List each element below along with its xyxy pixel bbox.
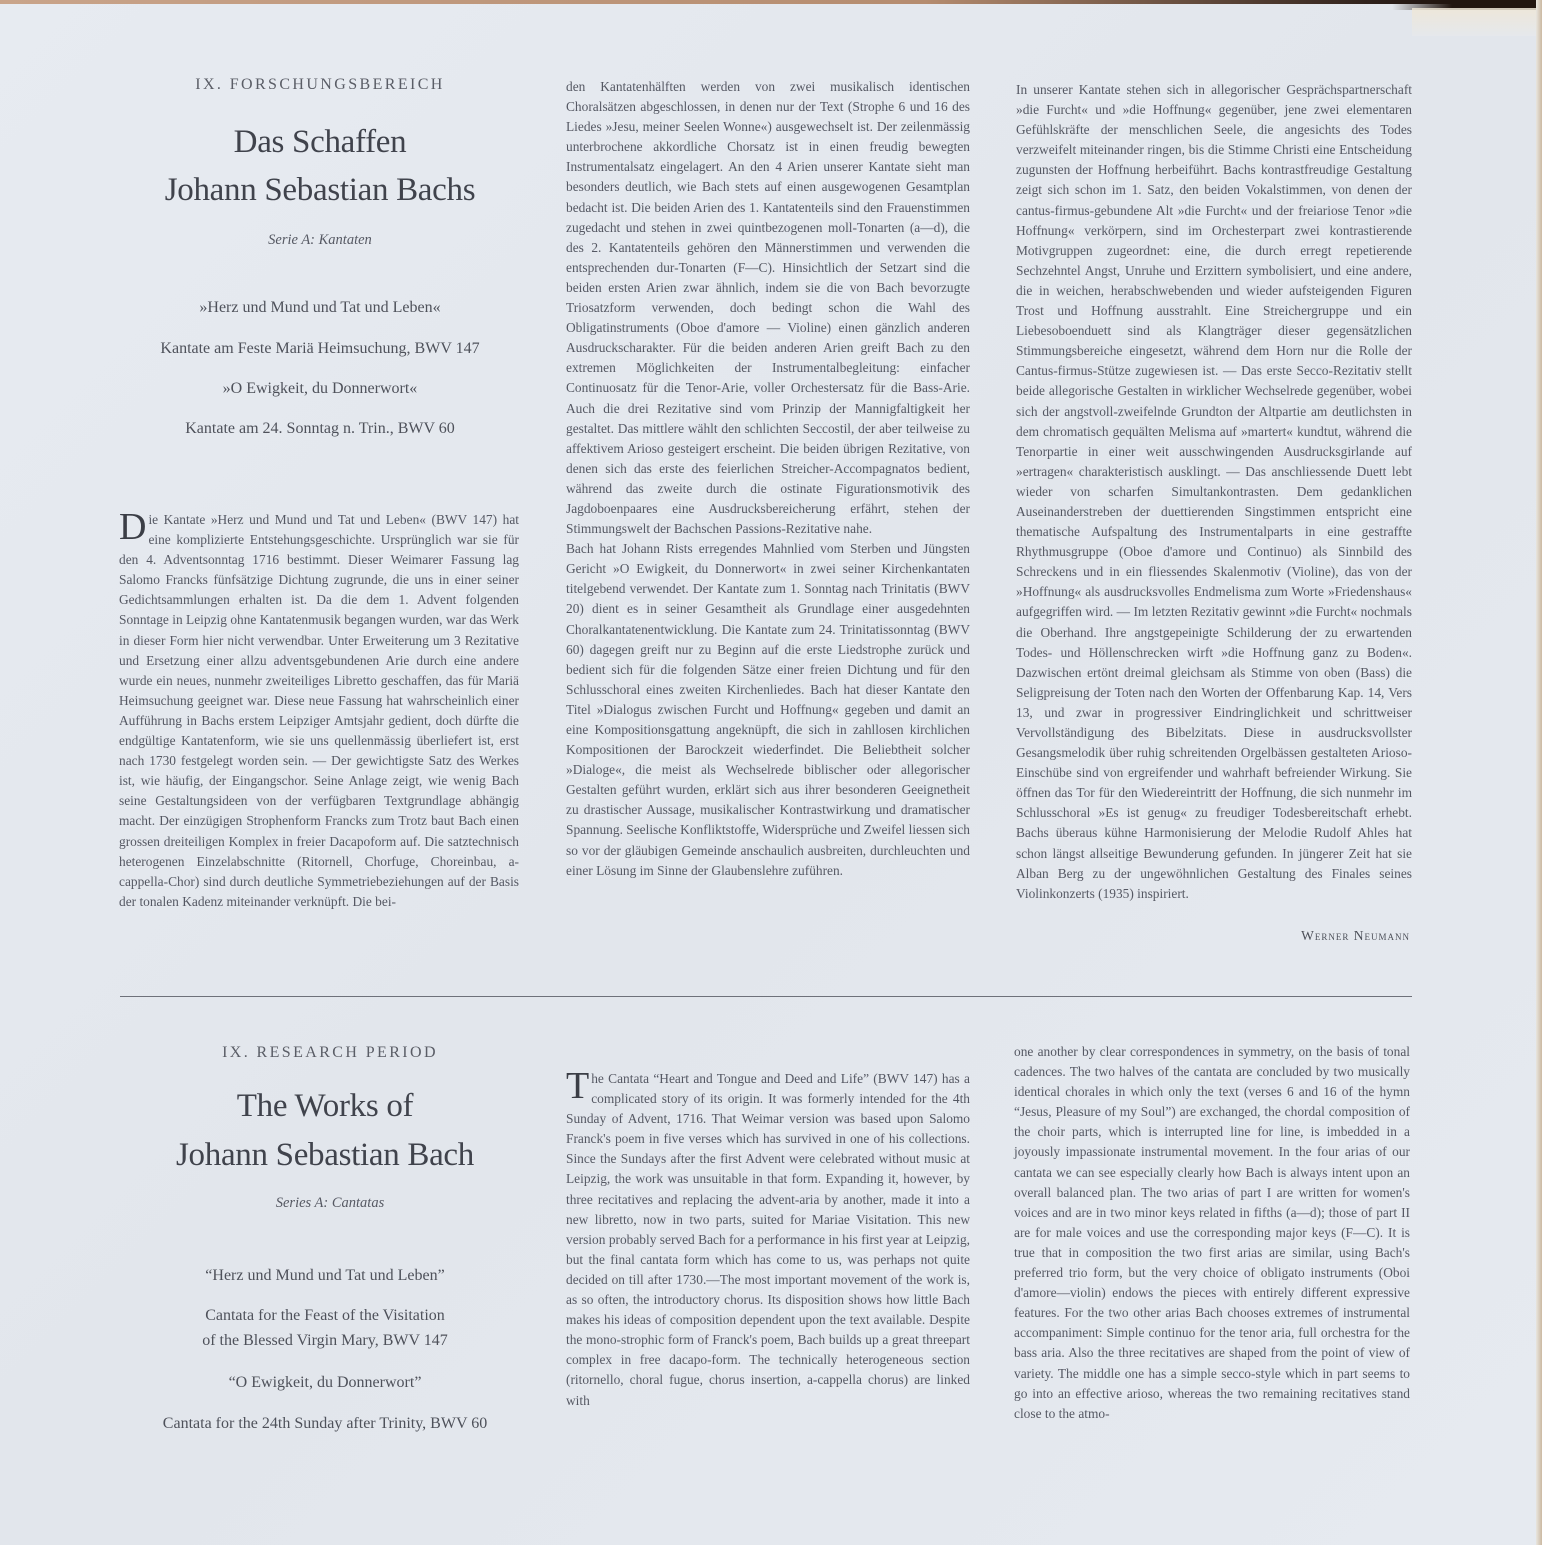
english-work-desc-bwv147-line1: Cantata for the Feast of the Visitation bbox=[205, 1307, 445, 1324]
german-work-title-bwv60: »O Ewigkeit, du Donnerwort« bbox=[222, 380, 418, 397]
author-signature: Werner Neumann bbox=[1301, 928, 1410, 943]
sleeve-top-edge bbox=[0, 0, 1542, 4]
german-series-subtitle: Serie A: Kantaten bbox=[268, 232, 372, 248]
english-section-kicker: IX. RESEARCH PERIOD bbox=[222, 1044, 438, 1061]
english-title-line1: The Works of bbox=[236, 1088, 414, 1124]
english-series-subtitle: Series A: Cantatas bbox=[275, 1195, 385, 1211]
german-section-kicker: IX. FORSCHUNGSBEREICH bbox=[195, 76, 445, 93]
english-column-2 bbox=[566, 1065, 970, 1411]
german-column-3 bbox=[1016, 80, 1412, 904]
english-column-3 bbox=[1014, 1042, 1410, 1424]
german-col2-paragraph-1: den Kantatenhälften werden von zwei musikalisch identischen Choralsätzen abgeschlossen, in denen nur der Text (Strophe 6 und 16 des Liedes »Jesu, meiner Seelen Wonne«) ausgewechselt ist. Der zeilenmässig unterbrochene akkordliche Chorsatz ist in einen freudig bewegten Instrumentalsatz eingelagert. An den 4 Arien unserer Kantate sieht man besonders deutlich, wie Bach stets auf einen ausgewogenen Gesamtplan bedacht ist. Die beiden Arien des 1. Kantatenteils sind den Frauenstimmen zugedacht und stehen in zwei quintbezogenen moll-Tonarten (a—d), die des 2. Kantatenteils gehören den Männerstimmen und verwenden die entsprechenden dur-Tonarten (F—C). Hinsichtlich der Setzart sind die beiden ersten Arien zwar ähnlich, indem sie die von Bach bevorzugte Triosatzform verwenden, doch bedingt schon die Wahl des Obligatinstruments (Oboe d'amore — Violine) einen gänzlich anderen Ausdruckscharakter. Für die beiden anderen Arien greift Bach zu den extremen Möglichkeiten der Instrumentalbegleitung: einfacher Continuosatz für die Tenor-Arie, voller Orchestersatz für die Bass-Arie. Auch die drei Rezitative sind vom Prinzip der Mannigfaltigkeit her gestaltet. Das mittlere wählt den schlichten Seccostil, der aber teilweise zu affektivem Arioso gesteigert erscheint. Die beiden übrigen Rezitative, von denen sich das erste des feierlichen Streicher-Accompagnatos bedient, während das zweite durch die ostinate Figurationsmotivik des Jagdoboenpaares eine Ausdrucksbereicherung erfährt, stehen der Stimmungswelt der Bachschen Passions-Rezitative nahe. bbox=[566, 79, 970, 537]
german-dropcap: D bbox=[119, 506, 147, 548]
section-divider bbox=[120, 996, 1412, 997]
sleeve-fold bbox=[1412, 8, 1542, 36]
german-column-1 bbox=[119, 506, 519, 912]
german-title-line2: Johann Sebastian Bachs bbox=[164, 172, 476, 208]
english-dropcap: T bbox=[566, 1065, 590, 1107]
german-col2-paragraph-2: Bach hat Johann Rists erregendes Mahnlied vom Sterben und Jüngsten Gericht »O Ewigkeit, du Donnerwort« in zwei seiner Kirchenkantaten titelgebend verwendet. Der Kantate zum 1. Sonntag nach Trinitatis (BWV 20) dient es in seiner Gesamtheit als Grundlage einer ausgedehnten Choralkantatenentwicklung. Die Kantate zum 24. Trinitatissonntag (BWV 60) dagegen greift nur zu Beginn auf die erste Liedstrophe zurück und bedient sich für die folgenden Sätze einer freien Dichtung und für den Schlusschoral eines zweiten Kirchenliedes. Bach hat dieser Kantate den Titel »Dialogus zwischen Furcht und Hoffnung« gegeben und damit an eine Kompositionsgattung angeknüpft, die sich in zahllosen kirchlichen Kompositionen der Barockzeit wiederfindet. Die Beliebtheit solcher »Dialoge«, die meist als Wechselrede biblischer oder allegorischer Gestalten geführt wurden, erklärt sich aus ihrer besonderen Geeignetheit zu drastischer Aussage, musikalischer Kontrastwirkung und dramatischer Spannung. Seelische Konfliktstoffe, Widersprüche und Zweifel liessen sich so vor der gläubigen Gemeinde anschaulich ausbreiten, durchleuchten und einer Lösung im Sinne der Glaubenslehre zuführen. bbox=[566, 541, 970, 878]
english-title-line2: Johann Sebastian Bach bbox=[176, 1137, 474, 1173]
german-col3-text: In unserer Kantate stehen sich in allegorischer Gesprächspartnerschaft »die Furcht« und »die Hoffnung« gegenüber, jene zwei elementaren Gefühlskräfte der menschlichen Seele, die angesichts des Todes verzweifelt miteinander ringen, bis die Stimme Christi eine Entscheidung zugunsten der Hoffnung herbeiführt. Bachs kontrastfreudige Gestaltung zeigt sich schon im 1. Satz, den beiden Vokalstimmen, von denen der cantus-firmus-gebundene Alt »die Furcht« und der freiariose Tenor »die Hoffnung« verkörpern, sind im Orchesterpart zwei kontrastierende Motivgruppen zugeordnet: eine, die durch erregt repetierende Sechzehntel Angst, Unruhe und Erzittern symbolisiert, und eine andere, die in weichen, herabschwebenden und wieder aufsteigenden Figuren Trost und Hoffnung ausstrahlt. Eine Streichergruppe und ein Liebesoboenduett sind als Klangträger dieser gegensätzlichen Stimmungsbereiche eingesetzt, während dem Horn nur die Rolle der Cantus-firmus-Stütze zugewiesen ist. — Das erste Secco-Rezitativ stellt beide allegorische Gestalten in wirklicher Wechselrede gegenüber, wobei sich der angstvoll-zweifelnde Grundton der Altpartie am deutlichsten in dem chromatisch gequälten Melisma auf »martert« kundtut, während die Tenorpartie in einer weit ausschwingenden Ausdrucksgirlande auf »ertragen« charakteristisch ausklingt. — Das anschliessende Duett lebt wieder von scharfen Simultankontrasten. Dem gedanklichen Auseinanderstreben der duettierenden Singstimmen entspricht eine thematische Aufspaltung des Instrumentalparts in eine gestraffte Rhythmusgruppe (Oboe d'amore und Continuo) als Sinnbild des Schreckens und in ein fliessendes Skalenmotiv (Violine), das von der »Hoffnung« als ausdrucksvolles Endmelisma zum Worte »Friedenshaus« aufgegriffen wird. — Im letzten Rezitativ gewinnt »die Furcht« nochmals die Oberhand. Ihre angstgepeinigte Schilderung der zu erwartenden Todes- und Höllenschrecken wirft »die Hoffnung ganz zu Boden«. Dazwischen ertönt dreimal gleichsam als Stimme von oben (Bass) die Seligpreisung der Toten nach den Worten der Offenbarung Kap. 14, Vers 13, und zwar in progressiver Eindringlichkeit und schrittweiser Vervollständigung des Bibelzitats. Diese in ausdrucksvollster Gesangsmelodik über ruhig schreitenden Orgelbässen gestalteten Arioso-Einschübe sind von ergreifender und wahrhaft befreiender Wirkung. Sie öffnen das Tor für den Wiedereintritt der Hoffnung, die sich nunmehr im Schlusschoral »Es ist genug« zu freudiger Todesbereitschaft erhebt. Bachs überaus kühne Harmonisierung der Melodie Rudolf Ahles hat schon längst allseitige Bewunderung gefunden. In jüngerer Zeit hat sie Alban Berg zu der ungewöhnlichen Gestaltung des Finales seines Violinkonzerts (1935) inspiriert. bbox=[1016, 82, 1412, 901]
german-title-line1: Das Schaffen bbox=[233, 124, 407, 160]
german-col1-text: ie Kantate »Herz und Mund und Tat und Leben« (BWV 147) hat eine komplizierte Entstehungsgeschichte. Ursprünglich war sie für den 4. Adventsonntag 1716 bestimmt. Dieser Weimarer Fassung lag Salomo Francks fünfsätzige Dichtung zugrunde, die uns in einer seiner Gedichtsammlungen erhalten ist. Da die dem 1. Advent folgenden Sonntage in Leipzig ohne Kantatenmusik begangen wurden, war das Werk in dieser Form hier nicht verwendbar. Unter Erweiterung um 3 Rezitative und Ersetzung einer allzu adventsgebundenen Arie durch eine andere wurde ein neues, nunmehr zweiteiliges Libretto geschaffen, das für Mariä Heimsuchung geeignet war. Diese neue Fassung hat wahrscheinlich einer Aufführung in Bachs erstem Leipziger Amtsjahr gedient, doch dürfte die endgültige Kantatenform, wie sie uns quellenmässig überliefert ist, erst nach 1730 festgelegt worden sein. — Der gewichtigste Satz des Werkes ist, wie häufig, der Eingangschor. Seine Anlage zeigt, wie wenig Bach seine Gestaltungsideen von der verfügbaren Textgrundlage abhängig macht. Der einzügigen Strophenform Francks zum Trotz baut Bach einen grossen dreiteiligen Komplex in freier Dacapoform auf. Die satztechnisch heterogenen Einzelabschnitte (Ritornell, Chorfuge, Choreinbau, a-cappella-Chor) sind durch deutliche Symmetriebeziehungen auf der Basis der tonalen Kadenz miteinander verknüpft. Die bei- bbox=[119, 512, 519, 909]
english-work-title-bwv60: “O Ewigkeit, du Donnerwort” bbox=[228, 1374, 422, 1391]
english-work-title-bwv147: “Herz und Mund und Tat und Leben” bbox=[205, 1267, 445, 1284]
german-work-desc-bwv147: Kantate am Feste Mariä Heimsuchung, BWV 147 bbox=[160, 340, 480, 357]
english-work-desc-bwv147-line2: of the Blessed Virgin Mary, BWV 147 bbox=[202, 1332, 448, 1349]
german-work-title-bwv147: »Herz und Mund und Tat und Leben« bbox=[199, 299, 441, 316]
german-work-desc-bwv60: Kantate am 24. Sonntag n. Trin., BWV 60 bbox=[185, 420, 455, 437]
english-col2-text: he Cantata “Heart and Tongue and Deed and Life” (BWV 147) has a complicated story of its origin. It was formerly intended for the 4th Sunday of Advent, 1716. That Weimar version was based upon Salomo Franck's poem in five verses which has survived in one of his collections. Since the Sundays after the first Advent were celebrated without music at Leipzig, the work was unsuitable in that form. Expanding it, however, by three recitatives and replacing the advent-aria by another, made it into a new libretto, now in two parts, suited for Mariae Visitation. This new version probably served Bach for a performance in his first year at Leipzig, but the final cantata form which has come to us, was perhaps not quite decided on till after 1730.—The most important movement of the work is, as so often, the introductory chorus. Its disposition shows how little Bach makes his ideas of composition dependent upon the text available. Despite the mono-strophic form of Franck's poem, Bach builds up a great threepart complex in free dacapo-form. The technically heterogeneous section (ritornello, choral fugue, chorus insertion, a-cappella chorus) are linked with bbox=[566, 1071, 970, 1408]
english-work-desc-bwv60: Cantata for the 24th Sunday after Trinity, BWV 60 bbox=[162, 1415, 488, 1432]
english-col3-text: one another by clear correspondences in symmetry, on the basis of tonal cadences. The two halves of the cantata are concluded by two musically identical chorales in which only the text (verses 6 and 16 of the hymn “Jesus, Pleasure of my Soul”) are exchanged, the chordal composition of the choir parts, which is interrupted line for line, is imbedded in a joyously impassionate instrumental movement. In the four arias of our cantata we can see especially clearly how Bach is always intent upon an overall balanced plan. The two arias of part I are written for women's voices and are in two minor keys related in fifths (a—d); those of part II are for male voices and use the corresponding major keys (F—C). It is true that in composition the two first arias are similar, using Bach's preferred trio form, but the very choice of obligato instruments (Oboi d'amore—violin) endows the pieces with entirely different expressive features. For the two other arias Bach chooses extremes of instrumental accompaniment: Simple continuo for the tenor aria, full orchestra for the bass aria. Also the three recitatives are shaped from the point of view of variety. The middle one has a simple secco-style which in part seems to go into an effective arioso, whereas the two remaining recitatives stand close to the atmo- bbox=[1014, 1044, 1410, 1421]
german-column-2 bbox=[566, 77, 970, 881]
sleeve-right-edge bbox=[1536, 0, 1542, 1545]
